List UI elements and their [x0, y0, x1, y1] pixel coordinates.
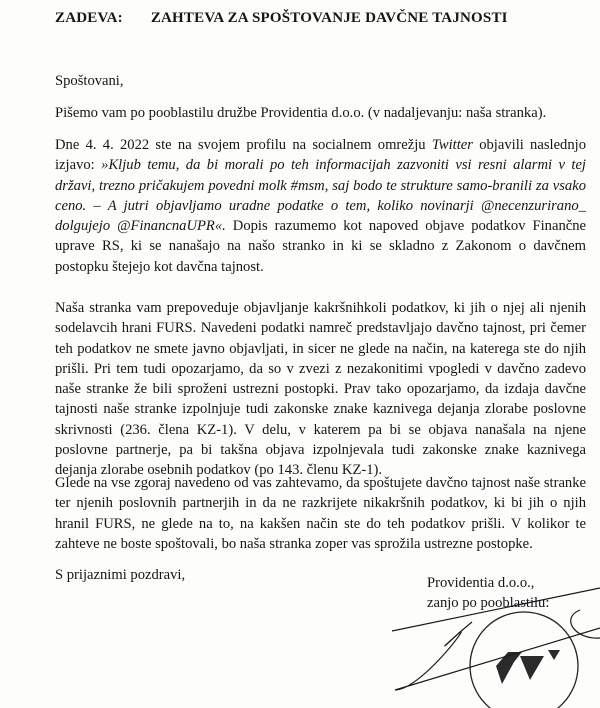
closing: S prijaznimi pozdravi, [55, 567, 186, 583]
greeting: Spoštovani, [55, 73, 124, 89]
signature-role: zanjo po pooblastilu: [427, 595, 550, 611]
handwritten-signature [392, 588, 600, 690]
p2-twitter: Twitter [431, 137, 473, 153]
p2-intro: Dne 4. 4. 2022 ste na svojem profilu na socialnem omrežju [55, 137, 432, 153]
stamp [470, 612, 578, 708]
p2-rest: Dopis razumemo kot napoved objave podatkov Finančne uprave RS, ki se nanašajo na našo stranko in ki se skladno z Zakonom o davčnem postopku štejejo kot davčna tajnost. [55, 218, 586, 275]
subject-label: ZADEVA: [55, 10, 123, 26]
paragraph-4: Glede na vse zgoraj navedeno od vas zahtevamo, da spoštujete davčno tajnost naše stranke ter njenih poslovnih partnerjih in da ne razkrijete nikakršnih podatkov, ki bi jih o njih hranil FURS, ne glede na to, na kakšen način ste do teh podatkov prišli. V kolikor te zahteve ne boste spoštovali, bo naša stranka zoper vas sprožila ustrezne postopke. [55, 475, 586, 552]
paragraph-3: Naša stranka vam prepoveduje objavljanje kakršnihkoli podatkov, ki jih o njej ali njenih sodelavcih hrani FURS. Navedeni podatki namreč predstavljajo davčno tajnost, pri čemer teh podatkov ne smete javno objavljati, in sicer ne glede na način, na katerega ste do njih prišli. Pri tem tudi opozarjamo, da so v zvezi z nezakonitimi vpogledi v davčno zadevo naše stranke že bili sproženi ustrezni postopki. Prav tako opozarjamo, da izdaja davčne tajnosti naše stranke izpolnjuje tudi zakonske znake kaznivega dejanja zlorabe poslovne skrivnosti (236. člena KZ-1). V delu, v katerem pa bi se objava nanašala na njene poslovne partnerje, pa bi takšna objava izpolnjevala tudi zakonske znake kaznivega dejanja zlorabe osebnih podatkov (po 143. členu KZ-1). [55, 300, 586, 479]
signature-company: Providentia d.o.o., [427, 575, 535, 591]
p2-quote: »Kljub temu, da bi morali po teh informacijah zazvoniti vsi resni alarmi v tej državi, trezno pričakujem povedni molk #msm, saj bodo te strukture samo-branili za vsako ceno. – A jutri objavljamo uradne podatke o tem, koliko novinarji @necenzurirano_ dolgujejo @FinancnaUPR«. [55, 157, 586, 235]
p2-mid: objavili naslednjo izjavo: [55, 137, 586, 174]
paragraph-1: Pišemo vam po pooblastilu družbe Providentia d.o.o. (v nadaljevanju: naša stranka). [55, 105, 547, 121]
subject-title: ZAHTEVA ZA SPOŠTOVANJE DAVČNE TAJNOSTI [150, 10, 508, 26]
